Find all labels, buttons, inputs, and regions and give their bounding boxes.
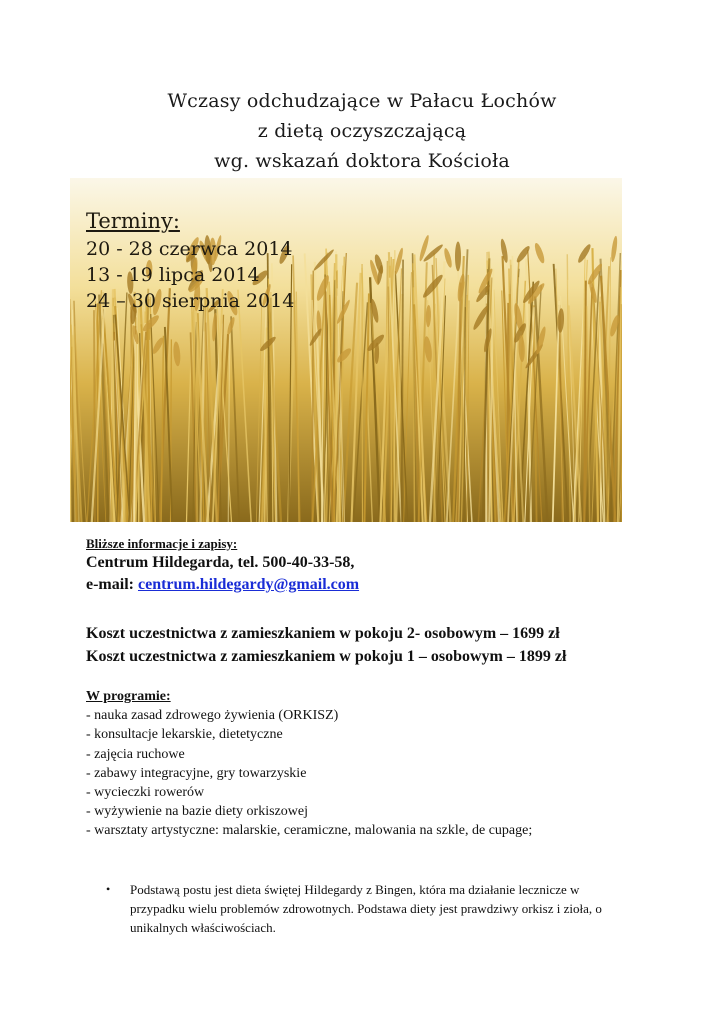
program-item: - warsztaty artystyczne: malarskie, ceramiczne, malowania na szkle, de cupage; (86, 823, 533, 839)
program-item: - wycieczki rowerów (86, 785, 205, 801)
program-item: - zabawy integracyjne, gry towarzyskie (86, 765, 307, 781)
cost-line-single: Koszt uczestnictwa z zamieszkaniem w pokoju 1 – osobowym – 1899 zł (86, 648, 567, 665)
dates-block (86, 208, 294, 314)
contact-label: Bliższe informacje i zapisy: (86, 536, 238, 551)
note-text: Podstawą postu jest dieta świętej Hildegardy z Bingen, która ma działanie lecznicze w przypadku wielu problemów zdrowotnych. Podstawa diety jest prawdziwy orkisz i zioła, o unikalnych właściwościach. (130, 882, 602, 935)
program-item: - wyżywienie na bazie diety orkiszowej (86, 804, 308, 820)
note-block (106, 880, 626, 937)
date-item: 24 – 30 sierpnia 2014 (86, 290, 295, 312)
email-label: e-mail: (86, 576, 138, 593)
program-block (86, 687, 532, 841)
program-item: - zajęcia ruchowe (86, 746, 185, 762)
dates-heading: Terminy: (86, 209, 180, 233)
note-list-item (106, 880, 626, 937)
email-link[interactable]: centrum.hildegardy@gmail.com (137, 576, 360, 593)
title-line-2: z dietą oczyszczającą (257, 120, 467, 142)
costs-block (86, 622, 566, 668)
bullet-icon: • (106, 882, 111, 896)
title-line-3: wg. wskazań doktora Kościoła (214, 150, 510, 172)
program-item: - konsultacje lekarskie, dietetyczne (86, 727, 283, 743)
date-item: 20 - 28 czerwca 2014 (86, 238, 293, 260)
wheat-ear (455, 241, 461, 271)
title-line-1: Wczasy odchudzające w Pałacu Łochów (167, 90, 557, 112)
date-item: 13 - 19 lipca 2014 (86, 264, 260, 286)
contact-email-line (86, 574, 686, 596)
cost-line-double: Koszt uczestnictwa z zamieszkaniem w pokoju 2- osobowym – 1699 zł (86, 625, 560, 642)
program-heading: W programie: (86, 689, 171, 704)
program-item: - nauka zasad zdrowego żywienia (ORKISZ) (86, 708, 339, 724)
contact-phone-line: Centrum Hildegarda, tel. 500-40-33-58, (86, 554, 355, 571)
contact-block (86, 536, 686, 596)
